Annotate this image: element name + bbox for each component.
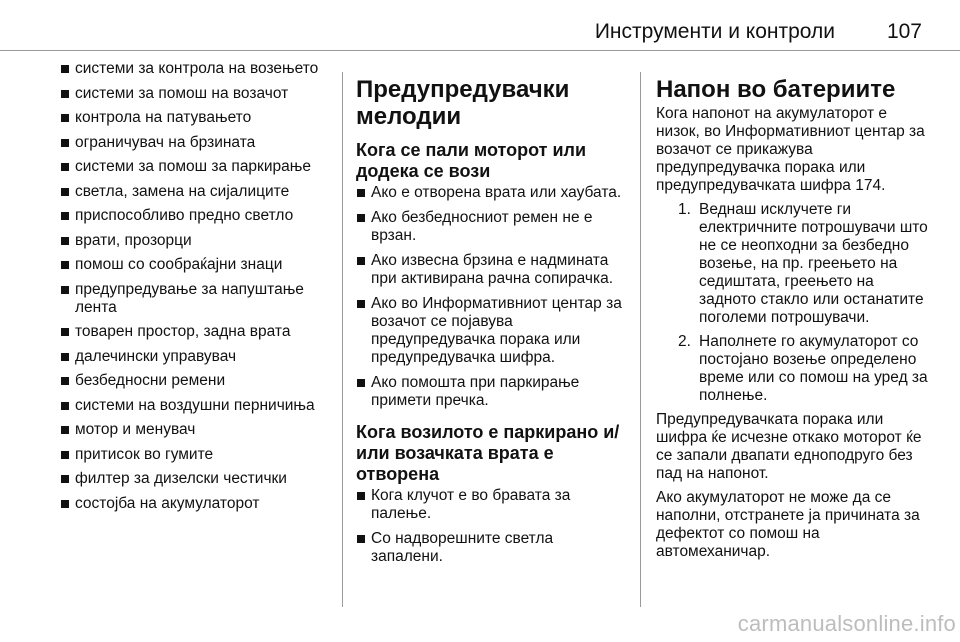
page-number: 107 bbox=[886, 20, 922, 43]
subsection-heading: Кога се пали моторот или додека се вози bbox=[356, 140, 587, 181]
list-item: филтер за дизелски честички bbox=[60, 470, 338, 488]
list-item: светла, замена на сијалиците bbox=[60, 183, 338, 201]
column-divider-right bbox=[640, 72, 641, 607]
list-item: Кога клучот е во бравата за палење. bbox=[356, 487, 624, 523]
header-rule bbox=[0, 50, 960, 51]
condition-list bbox=[356, 487, 624, 566]
list-item: системи за помош за паркирање bbox=[60, 158, 338, 176]
section-title: Предупредувачки мелодии bbox=[356, 76, 570, 130]
list-item: врати, прозорци bbox=[60, 232, 338, 250]
list-item: притисок во гумите bbox=[60, 446, 338, 464]
left-column bbox=[60, 60, 338, 519]
list-item: предупредување за напуштање лента bbox=[60, 281, 338, 317]
list-item: Ако извесна брзина е надмината при активирана рачна сопирачка. bbox=[356, 252, 624, 288]
paragraph: Предупредувачката порака или шифра ќе исчезне откако моторот ќе се запали двапати едноподруго без пад на напонот. bbox=[656, 411, 922, 482]
watermark: carmanualsonline.info bbox=[737, 611, 956, 636]
list-item: товарен простор, задна врата bbox=[60, 323, 338, 341]
step-text: Наполнете го акумулаторот со постојано возење определено време или со помош на уред за полнење. bbox=[699, 333, 928, 404]
step-number: 2. bbox=[678, 333, 691, 350]
step-text: Веднаш исклучете ги електричните потрошувачи што не се неопходни за безбедно возење, на пр. греењето на седиштата, греењето на задното стакло или останатите поголеми потрошувачи. bbox=[699, 201, 928, 326]
list-item: безбедносни ремени bbox=[60, 372, 338, 390]
list-item: системи на воздушни перничиња bbox=[60, 397, 338, 415]
list-item: Ако помошта при паркирање примети пречка. bbox=[356, 374, 624, 410]
list-item: системи за помош на возачот bbox=[60, 85, 338, 103]
list-item: помош со сообраќајни знаци bbox=[60, 256, 338, 274]
list-item: мотор и менувач bbox=[60, 421, 338, 439]
paragraph: Ако акумулаторот не може да се наполни, отстранете ја причината за дефектот со помош на автомеханичар. bbox=[656, 489, 920, 560]
list-item bbox=[656, 333, 928, 405]
step-number: 1. bbox=[678, 201, 691, 218]
steps-list bbox=[656, 201, 928, 405]
list-item: состојба на акумулаторот bbox=[60, 495, 338, 513]
list-item: далечински управувач bbox=[60, 348, 338, 366]
section-title: Напон во батериите bbox=[656, 76, 896, 103]
condition-list bbox=[356, 184, 624, 410]
list-item: приспособливо предно светло bbox=[60, 207, 338, 225]
list-item: контрола на патувањето bbox=[60, 109, 338, 127]
list-item: ограничувач на брзината bbox=[60, 134, 338, 152]
list-item: системи за контрола на возењето bbox=[60, 60, 338, 78]
list-item: Ако е отворена врата или хаубата. bbox=[356, 184, 624, 202]
list-item: Ако во Информативниот центар за возачот се појавува предупредувачка порака или предупредувачка шифра. bbox=[356, 295, 624, 367]
subsection-heading: Кога возилото е паркирано и/или возачката врата е отворена bbox=[356, 422, 620, 484]
intro-paragraph: Кога напонот на акумулаторот е низок, во Информативниот центар за возачот се прикажува предупредувачка порака или предупредувачката шифра 174. bbox=[656, 105, 925, 194]
middle-column bbox=[356, 60, 624, 573]
topic-list bbox=[60, 60, 338, 513]
column-divider-left bbox=[342, 72, 343, 607]
list-item bbox=[656, 201, 928, 327]
page-header bbox=[0, 18, 960, 54]
chapter-title: Инструменти и контроли bbox=[594, 20, 835, 43]
list-item: Со надворешните светла запалени. bbox=[356, 530, 624, 566]
list-item: Ако безбедносниот ремен не е врзан. bbox=[356, 209, 624, 245]
right-column bbox=[656, 60, 928, 567]
